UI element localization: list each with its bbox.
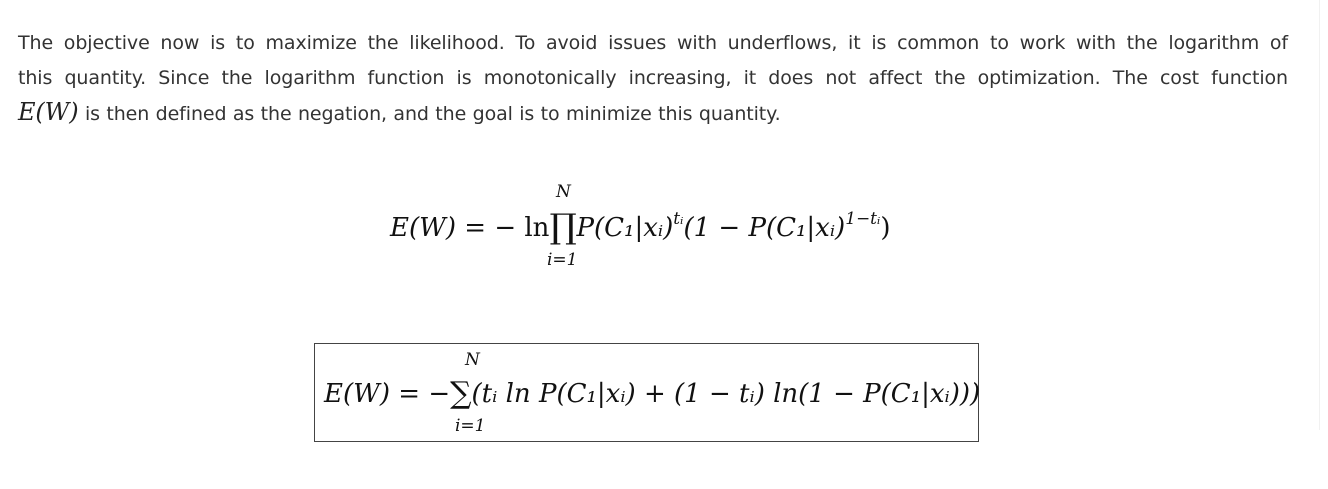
paragraph-line-2: this quantity. Since the logarithm function is monotonically increasing, it does not affect the optimization. The cost function xyxy=(18,66,1288,89)
sum-lower-limit: i=1 xyxy=(455,416,486,436)
paragraph-line-3 xyxy=(18,95,1288,132)
right-scroll-edge xyxy=(1319,0,1320,430)
explanation-paragraph xyxy=(18,26,1288,132)
eq1-body-2: (1 − P(C₁|xᵢ) xyxy=(683,213,846,243)
product-operator: ∏ xyxy=(549,207,577,247)
eq1-body: P(C₁|xᵢ) xyxy=(576,213,674,243)
sum-upper-limit: N xyxy=(465,350,480,370)
eq1-exponent-2: 1−tᵢ xyxy=(845,208,881,229)
paragraph-line-1: The objective now is to maximize the likelihood. To avoid issues with underflows, it is common to work with the logarithm of xyxy=(18,32,1288,54)
eq1-close-paren: ) xyxy=(880,213,891,243)
inline-math-ew: E(W) xyxy=(18,98,79,126)
eq1-exponent-1: tᵢ xyxy=(673,208,684,229)
sum-operator: ∑ xyxy=(450,376,472,411)
product-lower-limit: i=1 xyxy=(547,250,578,270)
eq2-body: (tᵢ ln P(C₁|xᵢ) + (1 − tᵢ) ln(1 − P(C₁|xᵢ))) xyxy=(471,379,981,409)
product-upper-limit: N xyxy=(556,182,571,202)
paragraph-line-3-text: is then defined as the negation, and the goal is to minimize this quantity. xyxy=(78,103,781,125)
eq2-lhs: E(W) xyxy=(324,379,390,409)
eq1-lhs: E(W) xyxy=(390,213,456,243)
product-equation-row xyxy=(390,205,890,245)
sum-equation-row xyxy=(324,375,980,410)
eq2-relation: = − xyxy=(398,379,451,409)
eq1-relation: = − ln xyxy=(464,213,550,243)
